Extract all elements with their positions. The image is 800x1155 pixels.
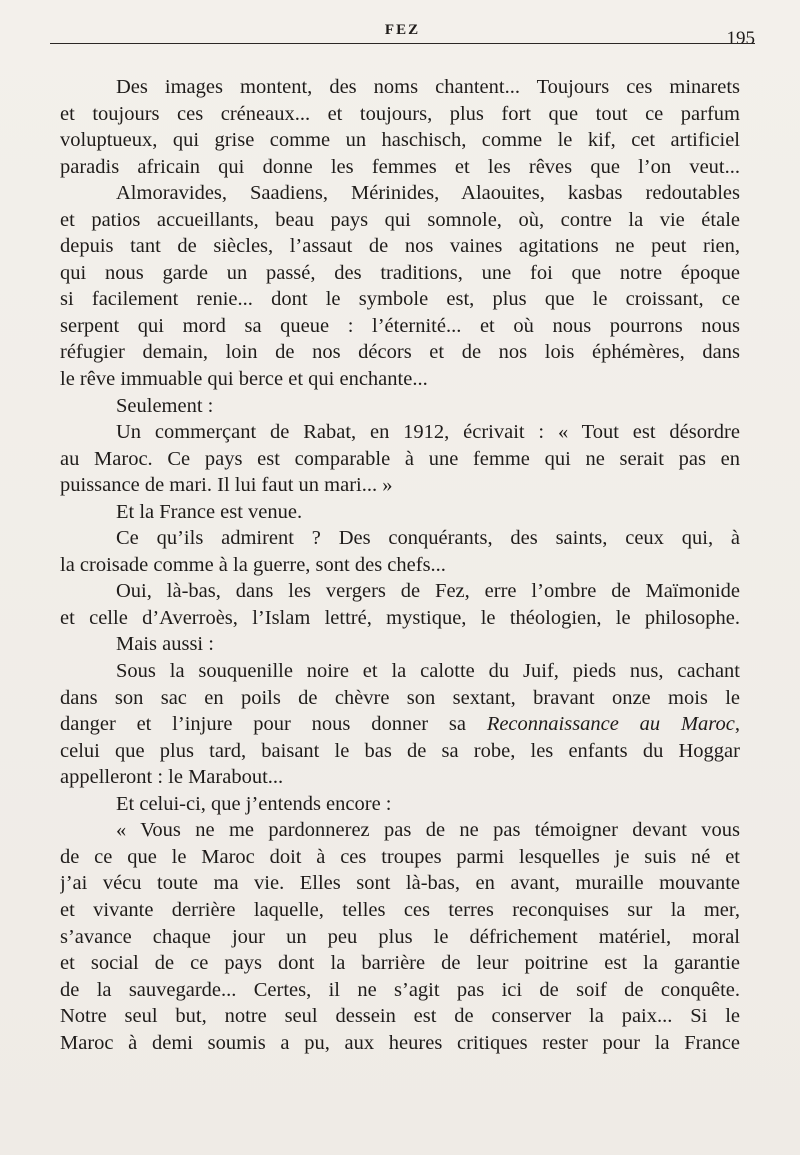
text-line: voluptueux, qui grise comme un haschisch, comme le kif, cet artificiel	[60, 129, 740, 152]
text-span: ,	[734, 713, 740, 736]
text-line: et patios accueillants, beau pays qui somnole, où, contre la vie étale	[60, 208, 740, 231]
text-line: et vivante derrière laquelle, telles ces terres reconquises sur la mer,	[60, 898, 740, 921]
text-line: et toujours ces créneaux... et toujours, plus fort que tout ce parfum	[60, 102, 740, 125]
text-line: et social de ce pays dont la barrière de leur poitrine est la garantie	[60, 952, 740, 975]
text-line: Un commerçant de Rabat, en 1912, écrivait : « Tout est désordre	[116, 421, 740, 444]
text-line: appelleront : le Marabout...	[60, 766, 284, 789]
body-text	[60, 74, 740, 1056]
text-line: qui nous garde un passé, des traditions, une foi que notre époque	[60, 261, 740, 284]
text-line	[60, 711, 740, 738]
text-line: depuis tant de siècles, l’assaut de nos vaines agitations ne peut rien,	[60, 235, 740, 258]
text-line: si facilement renie... dont le symbole est, plus que le croissant, ce	[60, 288, 740, 311]
text-line: Seulement :	[116, 394, 214, 417]
text-line: puissance de mari. Il lui faut un mari... »	[60, 474, 393, 497]
running-title: FEZ	[384, 22, 421, 38]
text-line: Et la France est venue.	[116, 500, 303, 523]
text-line: Et celui-ci, que j’entends encore :	[116, 792, 392, 815]
text-line: Sous la souquenille noire et la calotte du Juif, pieds nus, cachant	[116, 660, 740, 683]
text-line: réfugier demain, loin de nos décors et de nos lois éphémères, dans	[60, 341, 740, 364]
header-rule	[50, 43, 755, 44]
book-title-italic: Reconnaissance au Maroc	[486, 713, 735, 736]
text-line: Notre seul but, notre seul dessein est de conserver la paix... Si le	[60, 1005, 740, 1028]
text-line: de la sauvegarde... Certes, il ne s’agit pas ici de soif de conquête.	[60, 978, 740, 1001]
page-number: 195	[726, 28, 755, 49]
text-line: j’ai vécu toute ma vie. Elles sont là-bas, en avant, muraille mouvante	[60, 872, 740, 895]
text-line: Oui, là-bas, dans les vergers de Fez, erre l’ombre de Maïmonide	[116, 580, 740, 603]
text-line: la croisade comme à la guerre, sont des chefs...	[60, 553, 446, 576]
text-line: paradis africain qui donne les femmes et les rêves que l’on veut...	[60, 155, 740, 178]
text-line: et celle d’Averroès, l’Islam lettré, mystique, le théologien, le philosophe.	[60, 606, 740, 629]
text-line: serpent qui mord sa queue : l’éternité... et où nous pourrons nous	[60, 314, 740, 337]
text-line: dans son sac en poils de chèvre son sextant, bravant onze mois le	[60, 686, 740, 709]
text-line: au Maroc. Ce pays est comparable à une femme qui ne serait pas en	[60, 447, 740, 470]
text-line: Ce qu’ils admirent ? Des conquérants, des saints, ceux qui, à	[116, 527, 740, 550]
text-line: de ce que le Maroc doit à ces troupes parmi lesquelles je suis né et	[60, 845, 740, 868]
text-line: Maroc à demi soumis a pu, aux heures critiques rester pour la France	[60, 1031, 740, 1054]
text-span: danger et l’injure pour nous donner sa	[60, 713, 487, 736]
text-line: Des images montent, des noms chantent... Toujours ces minarets	[116, 76, 740, 98]
text-line: Mais aussi :	[116, 633, 214, 656]
text-line: Almoravides, Saadiens, Mérinides, Alaouites, kasbas redoutables	[116, 182, 740, 205]
running-head	[50, 20, 755, 49]
text-line: « Vous ne me pardonnerez pas de ne pas témoigner devant vous	[116, 819, 740, 842]
text-line: le rêve immuable qui berce et qui enchante...	[60, 368, 428, 391]
text-line: celui que plus tard, baisant le bas de sa robe, les enfants du Hoggar	[60, 739, 740, 762]
text-line: s’avance chaque jour un peu plus le défrichement matériel, moral	[60, 925, 740, 948]
